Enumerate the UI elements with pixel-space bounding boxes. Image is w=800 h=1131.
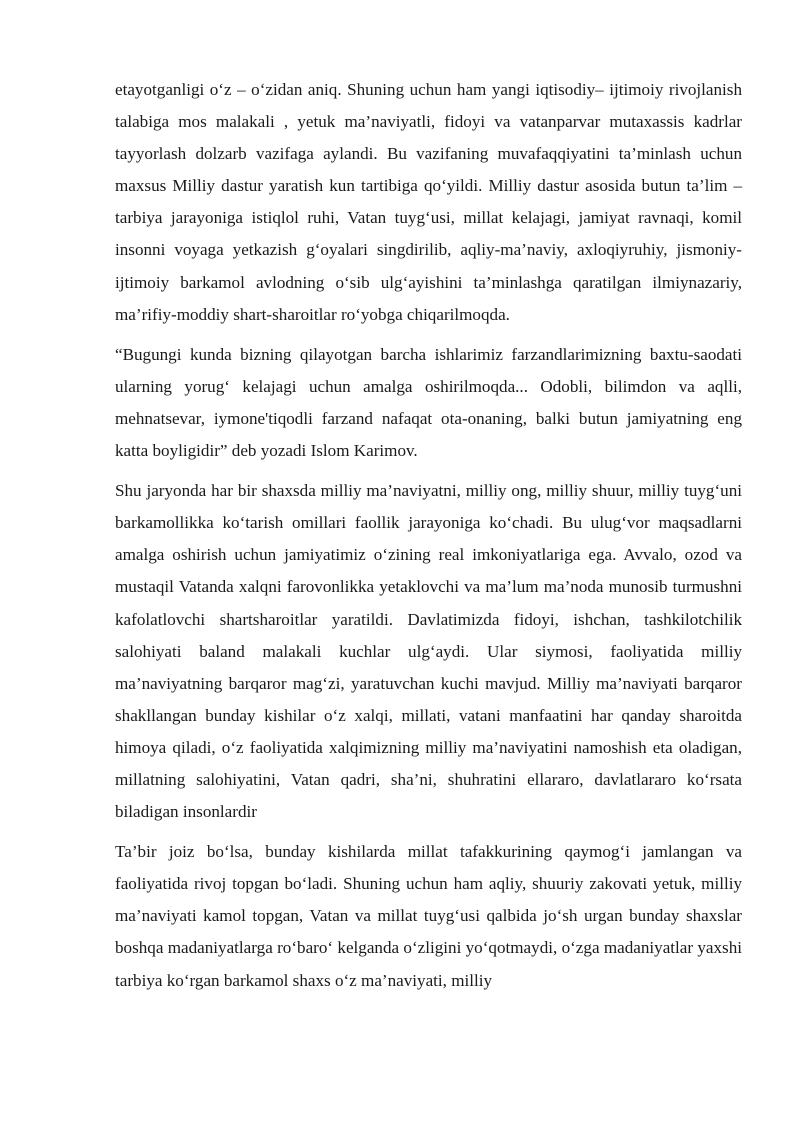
paragraph-1: etayotganligi o‘z – o‘zidan aniq. Shuning uchun ham yangi iqtisodiy– ijtimoiy rivojlanish talabiga mos malakali , yetuk ma’naviyatli, fidoyi va vatanparvar mutaxassis kadrlar tayyorlash dolzarb vazifaga aylandi. Bu vazifaning muvafaqqiyatini ta’minlash uchun maxsus Milliy dastur yaratish kun tartibiga qo‘yildi. Milliy dastur asosida butun ta’lim – tarbiya jarayoniga istiqlol ruhi, Vatan tuyg‘usi, millat kelajagi, jamiyat ravnaqi, komil insonni voyaga yetkazish g‘oyalari singdirilib, aqliy-ma’naviy, axloqiyruhiy, jismoniy- ijtimoiy barkamol avlodning o‘sib ulg‘ayishini ta’minlashga qaratilgan ilmiynazariy, ma’rifiy-moddiy shart-sharoitlar ro‘yobga chiqarilmoqda. <box>115 80 742 324</box>
document-body <box>115 74 742 1005</box>
paragraph-4: Ta’bir joiz bo‘lsa, bunday kishilarda millat tafakkurining qaymog‘i jamlangan va faoliyatida rivoj topgan bo‘ladi. Shuning uchun ham aqliy, shuuriy zakovati yetuk, milliy ma’naviyati kamol topgan, Vatan va millat tuyg‘usi qalbida jo‘sh urgan bunday shaxslar boshqa madaniyatlarga ro‘baro‘ kelganda o‘zligini yo‘qotmaydi, o‘zga madaniyatlar yaxshi tarbiya ko‘rgan barkamol shaxs o‘z ma’naviyati, milliy <box>115 842 742 990</box>
paragraph-3: Shu jaryonda har bir shaxsda milliy ma’naviyatni, milliy ong, milliy shuur, milliy tuyg‘uni barkamollikka ko‘tarish omillari faollik jarayoniga ko‘chadi. Bu ulug‘vor maqsadlarni amalga oshirish uchun jamiyatimiz o‘zining real imkoniyatlariga ega. Avvalo, ozod va mustaqil Vatanda xalqni farovonlikka yetaklovchi va ma’lum ma’noda munosib turmushni kafolatlovchi shartsharoitlar yaratildi. Davlatimizda fidoyi, ishchan, tashkilotchilik salohiyati baland malakali kuchlar ulg‘aydi. Ular siymosi, faoliyatida milliy ma’naviyatning barqaror mag‘zi, yaratuvchan kuchi mavjud. Milliy ma’naviyati barqaror shakllangan bunday kishilar o‘z xalqi, millati, vatani manfaatini har qanday sharoitda himoya qiladi, o‘z faoliyatida xalqimizning milliy ma’naviyatini namoshish eta oladigan, millatning salohiyatini, Vatan qadri, sha’ni, shuhratini ellararo, davlatlararo ko‘rsata biladigan insonlardir <box>115 481 742 822</box>
paragraph-2-quote: “Bugungi kunda bizning qilayotgan barcha ishlarimiz farzandlarimizning baxtu-saodati ularning yorug‘ kelajagi uchun amalga oshirilmoqda... Odobli, bilimdon va aqlli, mehnatsevar, iymone'tiqodli farzand nafaqat ota-onaning, balki butun jamiyatning eng katta boyligidir” deb yozadi Islom Karimov. <box>115 344 742 461</box>
